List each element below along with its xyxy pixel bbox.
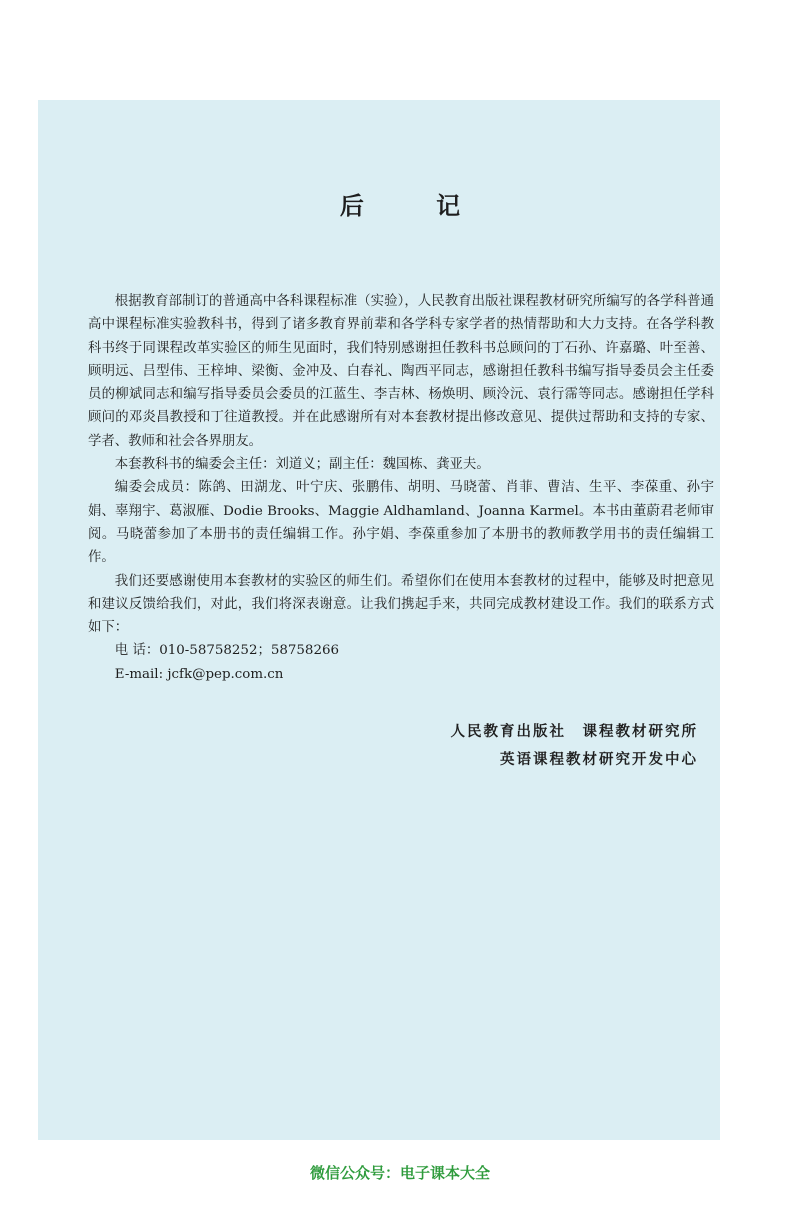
signature-line-publisher: 人民教育出版社 课程教材研究所	[450, 724, 698, 740]
signature-line-center: 英语课程教材研究开发中心	[500, 752, 698, 768]
paragraph-editorial-board-leaders: 本套教科书的编委会主任：刘道义；副主任：魏国栋、龚亚夫。	[114, 457, 490, 473]
page-title: 后 记	[339, 192, 493, 220]
paragraph-editorial-board-members: 编委会成员：陈鸽、田湖龙、叶宁庆、张鹏伟、胡明、马晓蕾、肖菲、曹洁、生平、李葆重、孙宇娟、辜翔宇、葛淑雁、Dodie Brooks、Maggie Aldhamland、Joanna Karmel。本书由董蔚君老师审阅。马晓蕾参加了本册书的责任编辑工作。孙宇娟、李葆重参加了本册书的教师教学用书的责任编辑工作。	[88, 480, 714, 566]
afterword-body	[88, 290, 714, 686]
paragraph-feedback-request: 我们还要感谢使用本套教材的实验区的师生们。希望你们在使用本套教材的过程中，能够及时把意见和建议反馈给我们，对此，我们将深表谢意。让我们携起手来，共同完成教材建设工作。我们的联系方式如下：	[88, 573, 714, 636]
paragraph-acknowledgements: 根据教育部制订的普通高中各科课程标准（实验），人民教育出版社课程教材研究所编写的各学科普通高中课程标准实验教科书，得到了诸多教育界前辈和各学科专家学者的热情帮助和大力支持。在各学科教科书终于同课程改革实验区的师生见面时，我们特别感谢担任教科书总顾问的丁石孙、许嘉璐、叶至善、顾明远、吕型伟、王梓坤、梁衡、金冲及、白春礼、陶西平同志，感谢担任教科书编写指导委员会主任委员的柳斌同志和编写指导委员会委员的江蓝生、李吉林、杨焕明、顾泠沅、袁行霈等同志。感谢担任学科顾问的邓炎昌教授和丁往道教授。并在此感谢所有对本套教材提出修改意见、提供过帮助和支持的专家、学者、教师和社会各界朋友。	[88, 294, 714, 449]
footer-watermark: 微信公众号：电子课本大全	[309, 1164, 490, 1182]
contact-phone: 电 话：010-58758252；58758266	[114, 643, 340, 659]
signature-block	[451, 718, 699, 774]
contact-email: E-mail: jcfk@pep.com.cn	[114, 666, 284, 682]
